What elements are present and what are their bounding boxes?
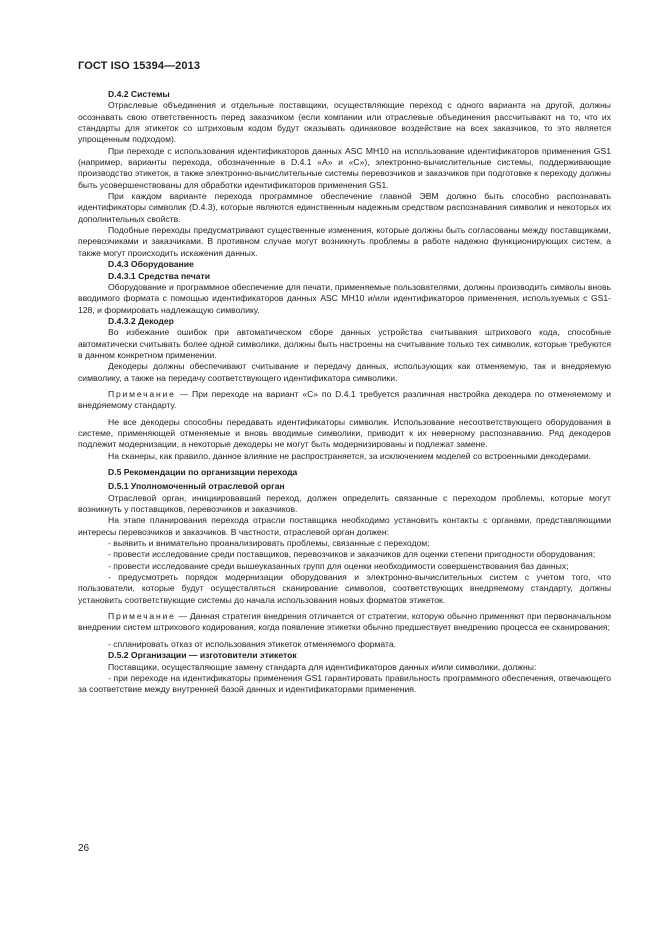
note-paragraph	[78, 611, 611, 634]
document-body	[78, 89, 611, 696]
paragraph: Оборудование и программное обеспечение для печати, применяемые пользователями, должны производить символы вновь вводимого формата с помощью идентификаторов данных ASC MH10 и/или идентификаторов применения, используемых с GS1-128, и формировать надлежащую символику.	[78, 281, 611, 315]
paragraph: Отраслевой орган, инициировавший переход, должен определить связанные с переходом проблемы, которые могут возникнуть у поставщиков, перевозчиков и заказчиков.	[78, 492, 611, 515]
note-paragraph	[78, 389, 611, 412]
page-number: 26	[78, 843, 90, 854]
paragraph: Не все декодеры способны передавать идентификаторы символик. Использование несоответствующего оборудования в системе, применяющей отменяемые и вновь вводимые символики, приводит к их неверному распознаванию. Ряд декодеров подлежит модернизации, а некоторые декодеры не могут быть модернизированы и подлежат замене.	[78, 416, 611, 450]
paragraph: Поставщики, осуществляющие замену стандарта для идентификаторов данных и/или символики, должны:	[108, 661, 537, 672]
note-text: — При переходе на вариант «С» по D.4.1 требуется различная настройка декодера по отменяемому и внедряемому стандарту.	[78, 388, 611, 411]
note-label: Примечание	[108, 611, 176, 622]
paragraph: Декодеры должны обеспечивают считывание и передачу данных, использующих как отменяемую, так и внедряемую символику, а также на передачу соответствующего идентификатора символики.	[78, 361, 611, 383]
section-heading: D.4.3.1 Средства печати	[108, 270, 211, 281]
paragraph: При переходе с использования идентификаторов данных ASC MH10 на использование идентификаторов применения GS1 (например, варианты перехода, обозначенные в D.4.1 «А» и «С»), электронно-вычислительные системы, поддерживающие производство этикеток, а также электронно-вычислительные системы перевозчиков и заказчиков при подготовке к переходу должны быть усовершенствованы для обработки идентификаторов применения GS1.	[78, 145, 611, 190]
paragraph: При каждом варианте перехода программное обеспечение главной ЭВМ должно быть способно распознавать идентификаторы символик (D.4.3), которые являются единственным надежным средством распознавания символик и некоторых их дополнительных свойств.	[78, 191, 611, 224]
paragraph: На этапе планирования перехода отрасли поставщика необходимо установить контакты с органами, представляющими интересы перевозчиков и заказчиков. В частности, отраслевой орган должен:	[78, 515, 611, 537]
paragraph: На сканеры, как правило, данное влияние не распространяется, за исключением моделей со встроенными декодерами.	[108, 450, 592, 461]
paragraph: Отраслевые объединения и отдельные поставщики, осуществляющие переход с одного варианта на другой, должны осознавать свою ответственность перед заказчиком (если компании или отраслевые объединения рассчитывают на то, что их стандарты для этикеток со штриховым кодом будут оказывать одинаковое воздействие на всех заказчиков, то это является упрощенным подходом).	[78, 100, 611, 145]
list-item: - предусмотреть порядок модернизации оборудования и электронно-вычислительных систем с учетом того, что пользователи, которые будут осуществляться сканирование символов, соответствующих внедряемому стандарту, должны установить соответствующие системы до начала использования новых форматов этикеток.	[78, 572, 611, 605]
list-item: - провести исследование среди поставщиков, перевозчиков и заказчиков для оценки степени пригодности оборудования;	[108, 549, 596, 560]
paragraph: Подобные переходы предусматривают существенные изменения, которые должны быть согласованы между поставщиками, перевозчиками и заказчиками. В противном случае могут возникнуть проблемы в работе надежно функционирующих систем, а также могут происходить искажения данных.	[78, 225, 611, 258]
list-item: - провести исследование среди вышеуказанных групп для оценки необходимости совершенствования баз данных;	[108, 560, 569, 571]
section-heading: D.4.3.2 Декодер	[108, 315, 174, 326]
list-item: - при переходе на идентификаторы применения GS1 гарантировать правильность программного обеспечения, отвечающего за соответствие между внутренней базой данных и идентификаторами применения.	[78, 672, 611, 695]
paragraph: Во избежание ошибок при автоматическом сборе данных устройства считывания штрихового кода, способные автоматически считывать более одной символики, должны быть настроены на считывание только тех символик, которые требуются в данном конкретном применении.	[78, 327, 611, 360]
section-heading: D.5.1 Уполномоченный отраслевой орган	[108, 481, 285, 492]
note-label: Примечание	[108, 388, 176, 399]
section-heading: D.4.2 Системы	[108, 89, 170, 99]
section-heading: D.5.2 Организации — изготовители этикеток	[108, 650, 297, 661]
section-heading: D.5 Рекомендации по организации перехода	[108, 467, 298, 477]
list-item: - выявить и внимательно проанализировать проблемы, связанные с переходом;	[108, 538, 430, 549]
section-heading: D.4.3 Оборудование	[108, 259, 194, 270]
list-item: - спланировать отказ от использования этикеток отменяемого формата.	[108, 638, 397, 649]
note-text: — Данная стратегия внедрения отличается от стратегии, которую обычно применяют при первоначальном внедрении систем штрихового кодирования, когда появление этикетки обычно предшествует внедрению процесса ее сканирования;	[78, 611, 611, 633]
standard-header: ГОСТ ISO 15394—2013	[78, 60, 201, 72]
